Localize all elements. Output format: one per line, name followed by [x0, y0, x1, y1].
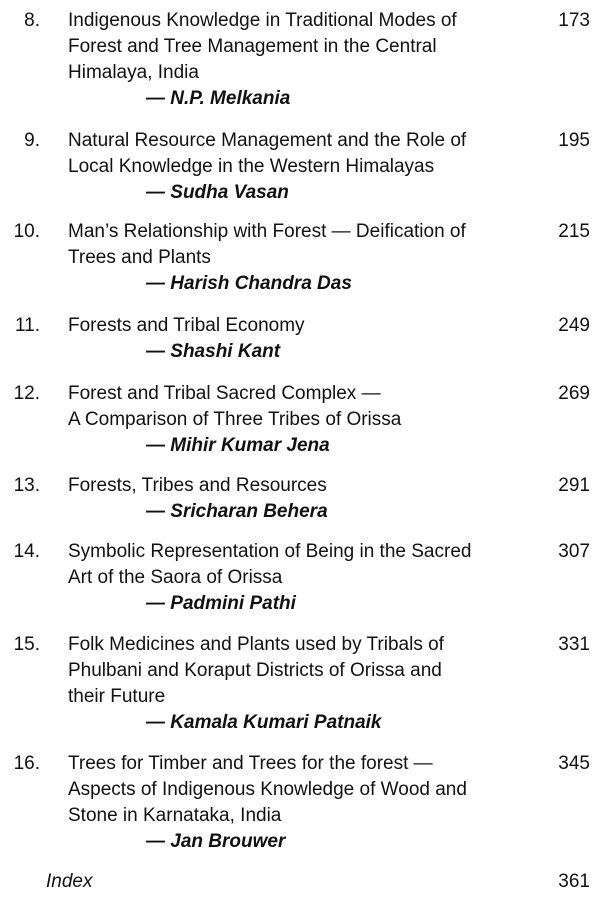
entry-title-line: Forests, Tribes and Resources	[68, 475, 327, 496]
entry-author: — Jan Brouwer	[146, 831, 286, 852]
entry-author: — Kamala Kumari Patnaik	[146, 712, 382, 733]
entry-page-number: 345	[558, 753, 590, 774]
index-page-number: 361	[558, 871, 590, 892]
entry-title-line: Indigenous Knowledge in Traditional Modes of	[68, 10, 457, 31]
entry-author: — Sricharan Behera	[146, 501, 328, 522]
entry-author: — N.P. Melkania	[146, 88, 291, 109]
entry-title-line: Forest and Tree Management in the Central	[68, 36, 437, 57]
entry-author: — Shashi Kant	[146, 341, 281, 362]
entry-number: 11.	[14, 315, 40, 336]
entry-title	[68, 313, 538, 365]
entry-title	[68, 8, 538, 112]
entry-number: 12.	[13, 383, 40, 404]
entry-title	[68, 473, 538, 525]
entry-number: 15.	[13, 634, 40, 655]
entry-page-number: 195	[558, 130, 590, 151]
entry-page-number: 249	[558, 315, 590, 336]
entry-page-number: 307	[558, 541, 590, 562]
entry-title-line: Aspects of Indigenous Knowledge of Wood and	[68, 779, 467, 800]
entry-title	[68, 128, 538, 206]
entry-author: — Sudha Vasan	[146, 182, 289, 203]
entry-title	[68, 381, 538, 459]
entry-title-line: Phulbani and Koraput Districts of Orissa and	[68, 660, 442, 681]
entry-page-number: 269	[558, 383, 590, 404]
entry-author: — Mihir Kumar Jena	[146, 435, 330, 456]
entry-title-line: Trees for Timber and Trees for the forest —	[68, 753, 433, 774]
index-label: Index	[46, 871, 93, 892]
entry-title-line: Stone in Karnataka, India	[68, 805, 282, 826]
entry-title-line: A Comparison of Three Tribes of Orissa	[68, 409, 402, 430]
entry-title	[68, 632, 538, 736]
entry-title-line: Forest and Tribal Sacred Complex —	[68, 383, 381, 404]
entry-author: — Padmini Pathi	[146, 593, 296, 614]
entry-title	[68, 751, 538, 855]
entry-title-line: Man’s Relationship with Forest — Deification of	[68, 221, 466, 242]
entry-title-line: Local Knowledge in the Western Himalayas	[68, 156, 435, 177]
entry-page-number: 291	[558, 475, 590, 496]
entry-page-number: 331	[558, 634, 590, 655]
entry-title	[68, 219, 538, 297]
entry-number: 14.	[13, 541, 40, 562]
entry-title-line: Trees and Plants	[68, 247, 211, 268]
entry-title-line: Symbolic Representation of Being in the Sacred	[68, 541, 472, 562]
entry-page-number: 215	[558, 221, 590, 242]
entry-number: 13.	[13, 475, 40, 496]
entry-author: — Harish Chandra Das	[146, 273, 352, 294]
entry-title	[68, 539, 538, 617]
entry-number: 10.	[13, 221, 40, 242]
entry-number: 8.	[24, 10, 40, 31]
entry-number: 9.	[24, 130, 40, 151]
entry-number: 16.	[13, 753, 40, 774]
entry-title-line: Natural Resource Management and the Role of	[68, 130, 467, 151]
entry-title-line: Art of the Saora of Orissa	[68, 567, 283, 588]
entry-title-line: Himalaya, India	[68, 62, 199, 83]
entry-title-line: their Future	[68, 686, 166, 707]
entry-title-line: Folk Medicines and Plants used by Tribals of	[68, 634, 444, 655]
entry-page-number: 173	[558, 10, 590, 31]
entry-title-line: Forests and Tribal Economy	[68, 315, 305, 336]
